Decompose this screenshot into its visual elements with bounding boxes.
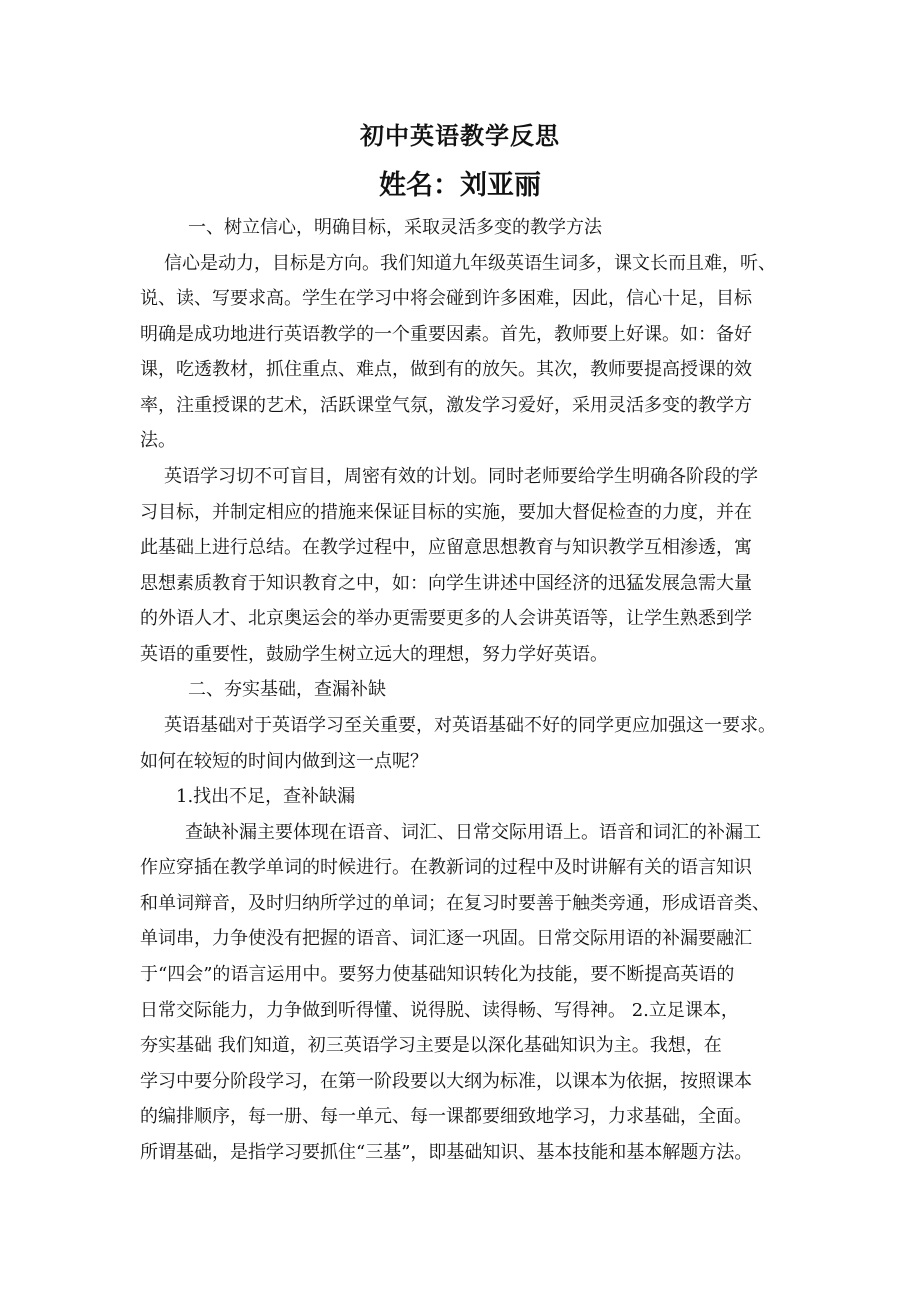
paragraph-line: 所谓基础，是指学习要抓住“三基”，即基础知识、基本技能和基本解题方法。 xyxy=(140,1142,753,1163)
paragraph-line: 信心是动力，目标是方向。我们知道九年级英语生词多，课文长而且难，听、 xyxy=(164,253,776,274)
paragraph-line: 查缺补漏主要体现在语音、词汇、日常交际用语上。语音和词汇的补漏工 xyxy=(185,822,761,843)
paragraph-line: 的外语人才、北京奥运会的举办更需要更多的人会讲英语等，让学生熟悉到学 xyxy=(140,608,752,629)
paragraph-line: 英语学习切不可盲目，周密有效的计划。同时老师要给学生明确各阶段的学 xyxy=(164,466,758,487)
paragraph-line: 明确是成功地进行英语教学的一个重要因素。首先，教师要上好课。如：备好 xyxy=(140,324,752,345)
paragraph-line: 英语基础对于英语学习至关重要，对英语基础不好的同学更应加强这一要求。 xyxy=(164,715,776,736)
paragraph-line: 作应穿插在教学单词的时候进行。在教新词的过程中及时讲解有关的语言知识 xyxy=(140,857,752,878)
paragraph-line: 和单词辩音，及时归纳所学过的单词；在复习时要善于触类旁通，形成语音类、 xyxy=(140,893,770,914)
paragraph-line: 率，注重授课的艺术，活跃课堂气氛，激发学习爱好，采用灵活多变的教学方 xyxy=(140,395,752,416)
paragraph-line: 习目标，并制定相应的措施来保证目标的实施，要加大督促检查的力度，并在 xyxy=(140,502,752,523)
paragraph-line: 法。 xyxy=(140,430,176,451)
section-heading-2: 二、夯实基础，查漏补缺 xyxy=(188,679,386,700)
section-heading-1: 一、树立信心，明确目标，采取灵活多变的教学方法 xyxy=(188,217,602,238)
paragraph-line: 单词串，力争使没有把握的语音、词汇逐一巩固。日常交际用语的补漏要融汇 xyxy=(140,928,752,949)
paragraph-line: 思想素质教育于知识教育之中，如：向学生讲述中国经济的迅猛发展急需大量 xyxy=(140,573,752,594)
paragraph-line: 日常交际能力，力争做到听得懂、说得脱、读得畅、写得神。 2.立足课本， xyxy=(140,1000,739,1021)
paragraph-line: 夯实基础 我们知道，初三英语学习主要是以深化基础知识为主。我想，在 xyxy=(140,1035,722,1056)
paragraph-line: 说、读、写要求高。学生在学习中将会碰到许多困难，因此，信心十足，目标 xyxy=(140,288,752,309)
paragraph-line: 的编排顺序，每一册、每一单元、每一课都要细致地学习，力求基础，全面。 xyxy=(140,1106,752,1127)
paragraph-line: 英语的重要性，鼓励学生树立远大的理想，努力学好英语。 xyxy=(140,644,608,665)
document-title: 初中英语教学反思 xyxy=(360,121,560,150)
paragraph-line: 于“四会”的语言运用中。要努力使基础知识转化为技能，要不断提高英语的 xyxy=(140,964,735,985)
subheading-1: 1.找出不足，查补缺漏 xyxy=(176,786,356,807)
paragraph-line: 如何在较短的时间内做到这一点呢？ xyxy=(140,751,428,772)
paragraph-line: 课，吃透教材，抓住重点、难点，做到有的放矢。其次，教师要提高授课的效 xyxy=(140,359,752,380)
author-name: 姓名：刘亚丽 xyxy=(379,170,541,201)
paragraph-line: 学习中要分阶段学习，在第一阶段要以大纲为标准，以课本为依据，按照课本 xyxy=(140,1071,752,1092)
paragraph-line: 此基础上进行总结。在教学过程中，应留意思想教育与知识教学互相渗透，寓 xyxy=(140,537,752,558)
